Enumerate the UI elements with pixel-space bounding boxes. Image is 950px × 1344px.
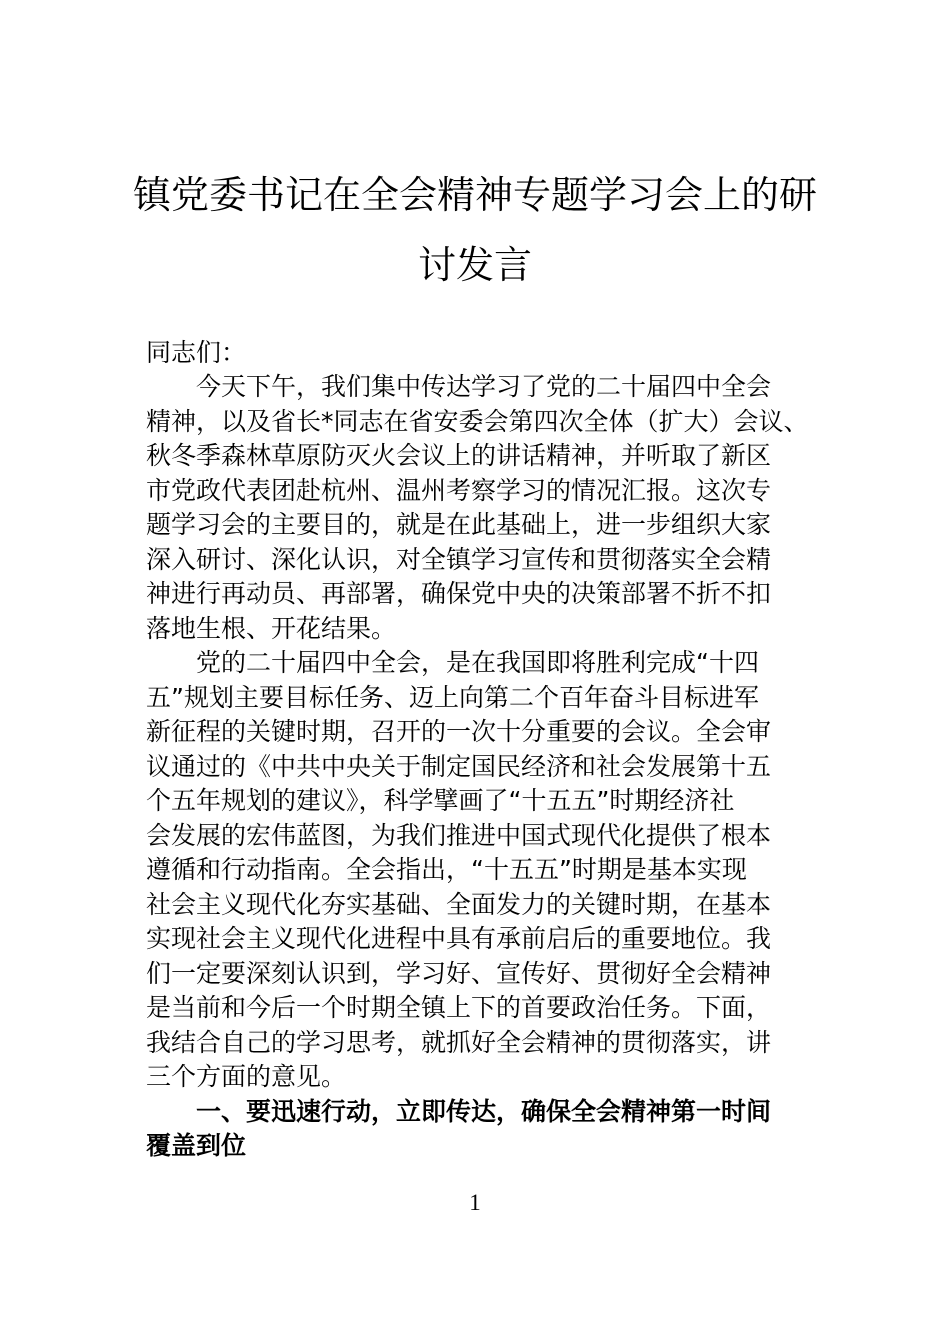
paragraph-line: 精神，以及省长*同志在省安委会第四次全体（扩大）会议、 [146, 407, 809, 436]
paragraph-line: 今天下午，我们集中传达学习了党的二十届四中全会 [146, 372, 772, 401]
paragraph-line: 五”规划主要目标任务、迈上向第二个百年奋斗目标进军 [146, 683, 759, 712]
paragraph-line: 三个方面的意见。 [146, 1062, 347, 1091]
document-title-line-2: 讨发言 [417, 243, 532, 287]
document-title-line-1: 镇党委书记在全会精神专题学习会上的研 [132, 173, 817, 217]
paragraph-line: 们一定要深刻认识到，学习好、宣传好、贯彻好全会精神 [146, 959, 772, 988]
paragraph-line: 社会主义现代化夯实基础、全面发力的关键时期，在基本 [146, 890, 772, 919]
paragraph-line: 党的二十届四中全会，是在我国即将胜利完成“十四 [146, 648, 759, 677]
page-number: 1 [469, 1190, 481, 1215]
paragraph-line: 秋冬季森林草原防灭火会议上的讲话精神，并听取了新区 [146, 441, 772, 470]
section-heading-line: 覆盖到位 [146, 1131, 247, 1160]
paragraph-line: 议通过的《中共中央关于制定国民经济和社会发展第十五 [146, 752, 772, 781]
paragraph-line: 是当前和今后一个时期全镇上下的首要政治任务。下面， [146, 993, 772, 1022]
paragraph-line: 深入研讨、深化认识，对全镇学习宣传和贯彻落实全会精 [146, 545, 772, 574]
paragraph-line: 会发展的宏伟蓝图，为我们推进中国式现代化提供了根本 [146, 821, 772, 850]
paragraph-line: 市党政代表团赴杭州、温州考察学习的情况汇报。这次专 [146, 476, 772, 505]
paragraph-line: 我结合自己的学习思考，就抓好全会精神的贯彻落实，讲 [146, 1028, 772, 1057]
paragraph-line: 实现社会主义现代化进程中具有承前启后的重要地位。我 [146, 924, 772, 953]
salutation: 同志们： [146, 338, 247, 367]
paragraph-line: 神进行再动员、再部署，确保党中央的决策部署不折不扣 [146, 579, 772, 608]
paragraph-line: 遵循和行动指南。全会指出，“十五五”时期是基本实现 [146, 855, 747, 884]
paragraph-line: 题学习会的主要目的，就是在此基础上，进一步组织大家 [146, 510, 772, 539]
paragraph-line: 落地生根、开花结果。 [146, 614, 397, 643]
section-heading-line: 一、要迅速行动，立即传达，确保全会精神第一时间 [146, 1097, 772, 1126]
paragraph-line: 个五年规划的建议》，科学擘画了“十五五”时期经济社 [146, 786, 735, 815]
paragraph-line: 新征程的关键时期，召开的一次十分重要的会议。全会审 [146, 717, 772, 746]
